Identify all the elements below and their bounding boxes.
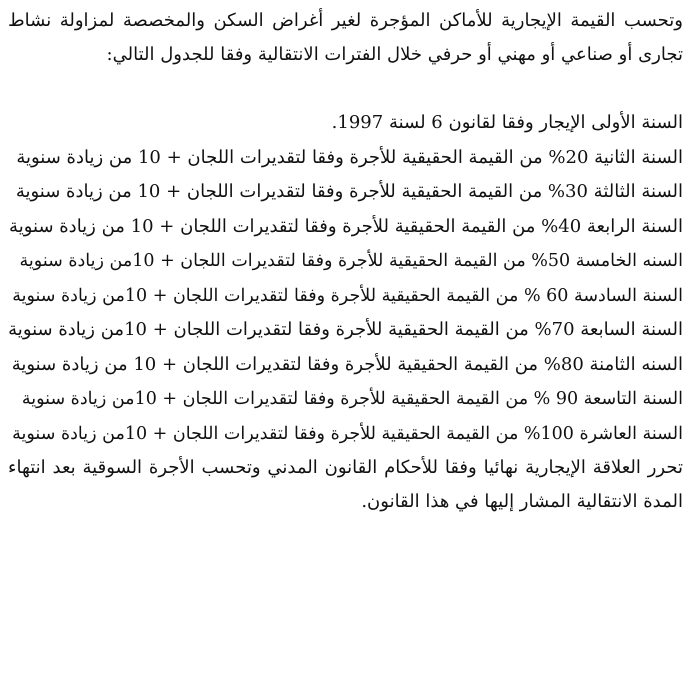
schedule-year-10: السنة العاشرة 100% من القيمة الحقيقية للأجرة وفقا لتقديرات اللجان + 10من زيادة سنوية (12, 423, 683, 444)
schedule-year-2: السنة الثانية 20% من القيمة الحقيقية للأجرة وفقا لتقديرات اللجان + 10 من زيادة سنوية (16, 146, 683, 168)
schedule-year-7: السنة السابعة 70% من القيمة الحقيقية للأجرة وفقا لتقديرات اللجان + 10من زيادة سنوية (8, 319, 683, 340)
schedule-year-4: السنة الرابعة 40% من القيمة الحقيقية للأجرة وفقا لتقديرات اللجان + 10 من زيادة سنوية (9, 215, 683, 237)
schedule-year-6: السنة السادسة 60 % من القيمة الحقيقية للأجرة وفقا لتقديرات اللجان + 10من زيادة سنوية (12, 285, 683, 306)
schedule-year-8: السنه الثامنة 80% من القيمة الحقيقية للأجرة وفقا لتقديرات اللجان + 10 من زيادة سنوية (11, 353, 683, 375)
intro-paragraph: وتحسب القيمة الإيجارية للأماكن المؤجرة لغير أغراض السكن والمخصصة لمزاولة نشاط تجارى أو صناعي أو مهني أو حرفي خلال الفترات الانتقالية وفقا للجدول التالي: (8, 10, 683, 65)
rent-schedule-list (8, 106, 683, 451)
schedule-year-5: السنه الخامسة 50% من القيمة الحقيقية للأجرة وفقا لتقديرات اللجان + 10من زيادة سنوية (19, 251, 683, 271)
closing-paragraph: تحرر العلاقة الإيجارية نهائيا وفقا للأحكام القانون المدني وتحسب الأجرة السوقية بعد انتهاء المدة الانتقالية المشار إليها في هذا القانون. (8, 457, 683, 512)
schedule-year-1: السنة الأولى الإيجار وفقا لقانون 6 لسنة 1997. (331, 112, 683, 133)
schedule-year-9: السنة التاسعة 90 % من القيمة الحقيقية للأجرة وفقا لتقديرات اللجان + 10من زيادة سنوية (21, 389, 683, 409)
blank-line (8, 72, 683, 106)
schedule-year-3: السنة الثالثة 30% من القيمة الحقيقية للأجرة وفقا لتقديرات اللجان + 10 من زيادة سنوية (15, 181, 683, 202)
